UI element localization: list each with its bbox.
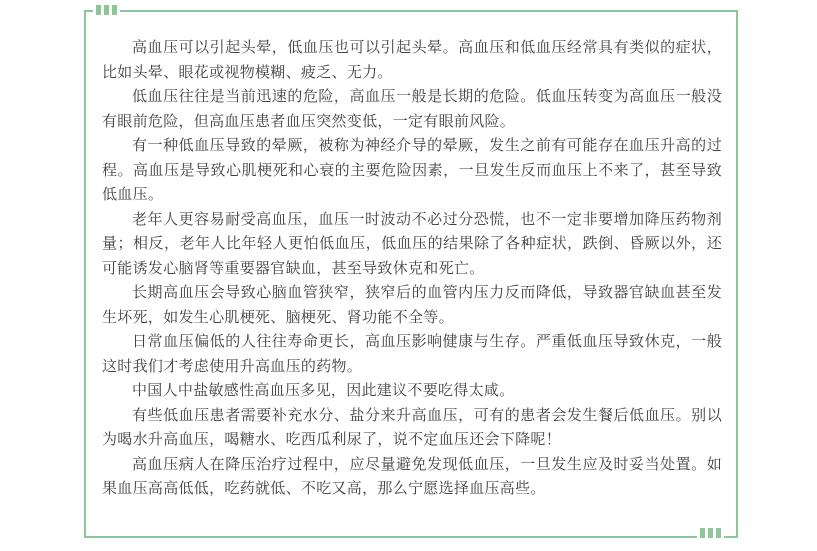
article-paragraph: 高血压病人在降压治疗过程中，应尽量避免发现低血压，一旦发生应及时妥当处置。如果血压高高低低，吃药就低、不吃又高，那么宁愿选择血压高些。 bbox=[102, 454, 722, 497]
decoration-bar bbox=[700, 528, 705, 538]
decoration-bar bbox=[708, 528, 713, 538]
article-paragraph: 有些低血压患者需要补充水分、盐分来升高血压，可有的患者会发生餐后低血压。别以为喝水升高血压，喝糖水、吃西瓜利尿了，说不定血压还会下降呢！ bbox=[102, 405, 722, 448]
frame-corner-decoration-top bbox=[93, 5, 120, 15]
decoration-bar bbox=[716, 528, 721, 538]
article-paragraph: 长期高血压会导致心脑血管狭窄，狭窄后的血管内压力反而降低，导致器官缺血甚至发生坏死，如发生心肌梗死、脑梗死、肾功能不全等。 bbox=[102, 283, 722, 326]
frame-corner-decoration-bottom bbox=[697, 528, 724, 538]
article-paragraph: 日常血压偏低的人往往寿命更长，高血压影响健康与生存。严重低血压导致休克，一般这时我们才考虑使用升高血压的药物。 bbox=[102, 332, 722, 375]
article-paragraph: 老年人更容易耐受高血压，血压一时波动不必过分恐慌，也不一定非要增加降压药物剂量；相反，老年人比年轻人更怕低血压，低血压的结果除了各种症状，跌倒、昏厥以外，还可能诱发心脑肾等重要器官缺血，甚至导致休克和死亡。 bbox=[102, 209, 722, 277]
article-paragraph: 有一种低血压导致的晕厥，被称为神经介导的晕厥，发生之前有可能存在血压升高的过程。高血压是导致心肌梗死和心衰的主要危险因素，一旦发生反而血压上不来了，甚至导致低血压。 bbox=[102, 136, 722, 203]
decoration-bar bbox=[112, 5, 117, 15]
decoration-bar bbox=[96, 5, 101, 15]
article-paragraph: 中国人中盐敏感性高血压多见，因此建议不要吃得太咸。 bbox=[132, 381, 515, 399]
article-paragraph: 高血压可以引起头晕，低血压也可以引起头晕。高血压和低血压经常具有类似的症状，比如头晕、眼花或视物模糊、疲乏、无力。 bbox=[102, 38, 722, 81]
decoration-bar bbox=[104, 5, 109, 15]
article-body bbox=[102, 35, 722, 501]
article-paragraph: 低血压往往是当前迅速的危险，高血压一般是长期的危险。低血压转变为高血压一般没有眼前危险，但高血压患者血压突然变低，一定有眼前风险。 bbox=[102, 87, 722, 130]
